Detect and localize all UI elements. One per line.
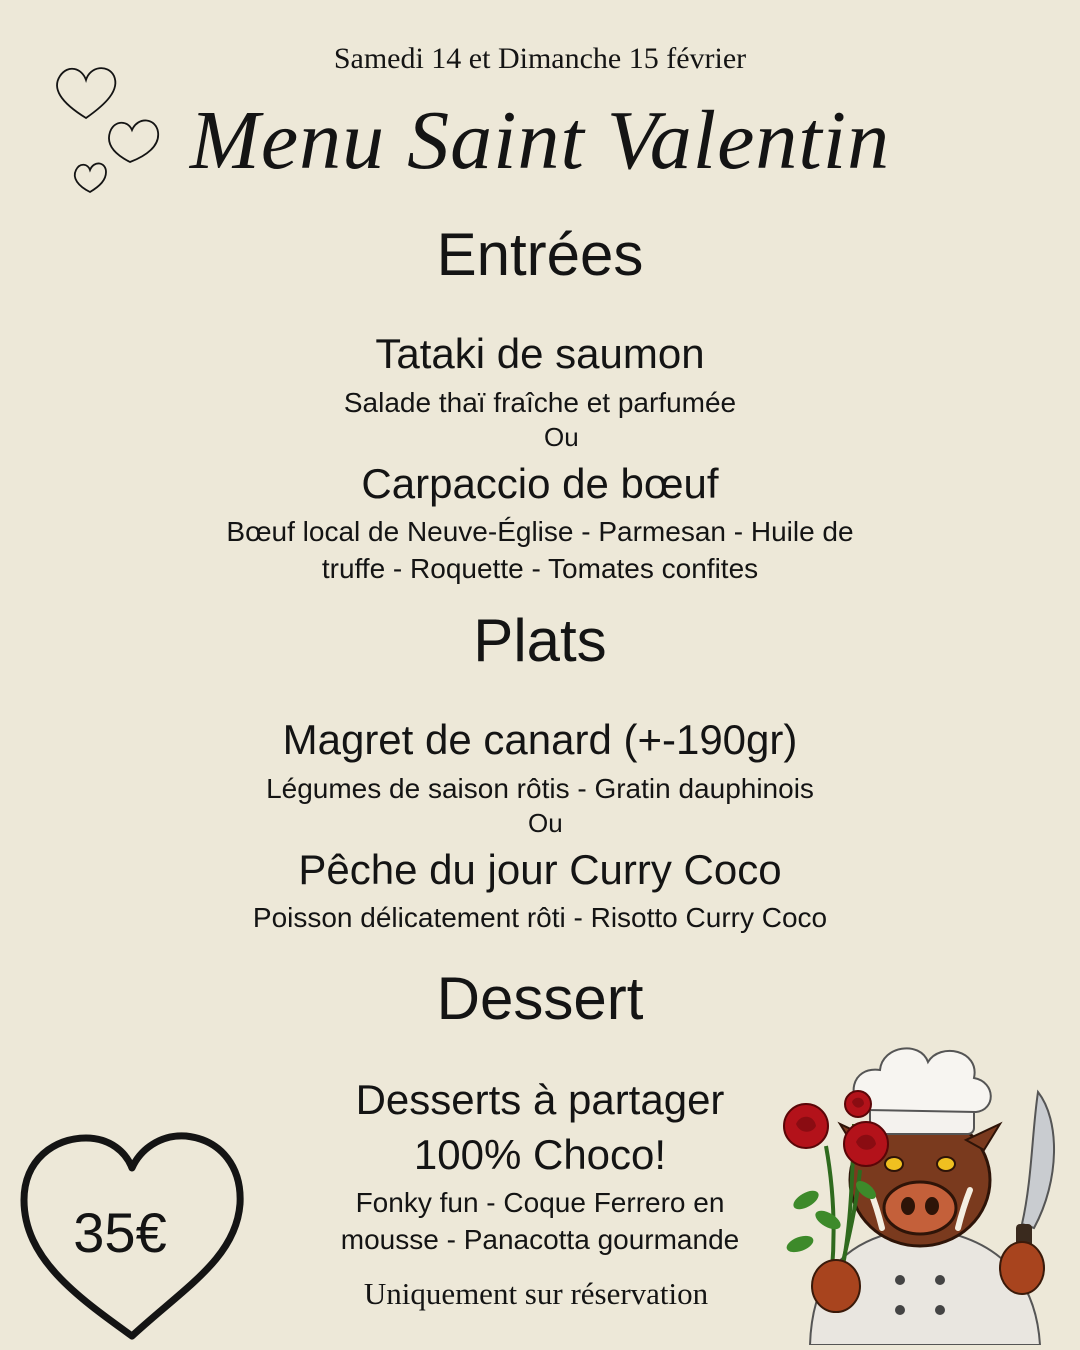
dish-description: mousse - Panacotta gourmande [340, 1224, 740, 1255]
dish-title: Magret de canard (+-190gr) [282, 716, 798, 763]
dish-description: Poisson délicatement rôti - Risotto Curry Coco [252, 902, 828, 933]
reservation-note: Uniquement sur réservation [363, 1276, 709, 1311]
section-heading-dessert: Dessert [436, 965, 644, 1032]
dish-description: Salade thaï fraîche et parfumée [343, 387, 737, 418]
rose-icon [845, 1091, 871, 1117]
event-date: Samedi 14 et Dimanche 15 février [333, 42, 747, 75]
heart-icon [57, 68, 115, 118]
dish-title: Tataki de saumon [375, 330, 705, 377]
boar-chef-illustration [770, 1040, 1070, 1345]
or-separator: Ou [544, 422, 579, 452]
menu-title: Menu Saint Valentin [189, 94, 891, 187]
dish-title: Pêche du jour Curry Coco [298, 846, 782, 893]
heart-icon [75, 163, 106, 192]
price-label: 35€ [73, 1201, 167, 1264]
rose-icon [844, 1122, 888, 1166]
dish-title: Carpaccio de bœuf [361, 460, 719, 507]
dish-description: Fonky fun - Coque Ferrero en [355, 1187, 725, 1218]
section-heading-plats: Plats [473, 607, 607, 674]
rose-icon [784, 1104, 828, 1148]
dish-description: truffe - Roquette - Tomates confites [321, 553, 759, 584]
dish-description: Bœuf local de Neuve-Église - Parmesan - Huile de [226, 516, 854, 547]
dish-title: Desserts à partager [355, 1076, 725, 1123]
dish-description: Légumes de saison rôtis - Gratin dauphinois [266, 773, 814, 804]
section-heading-entrees: Entrées [436, 221, 644, 288]
or-separator: Ou [528, 808, 563, 838]
dish-title: 100% Choco! [413, 1131, 667, 1178]
